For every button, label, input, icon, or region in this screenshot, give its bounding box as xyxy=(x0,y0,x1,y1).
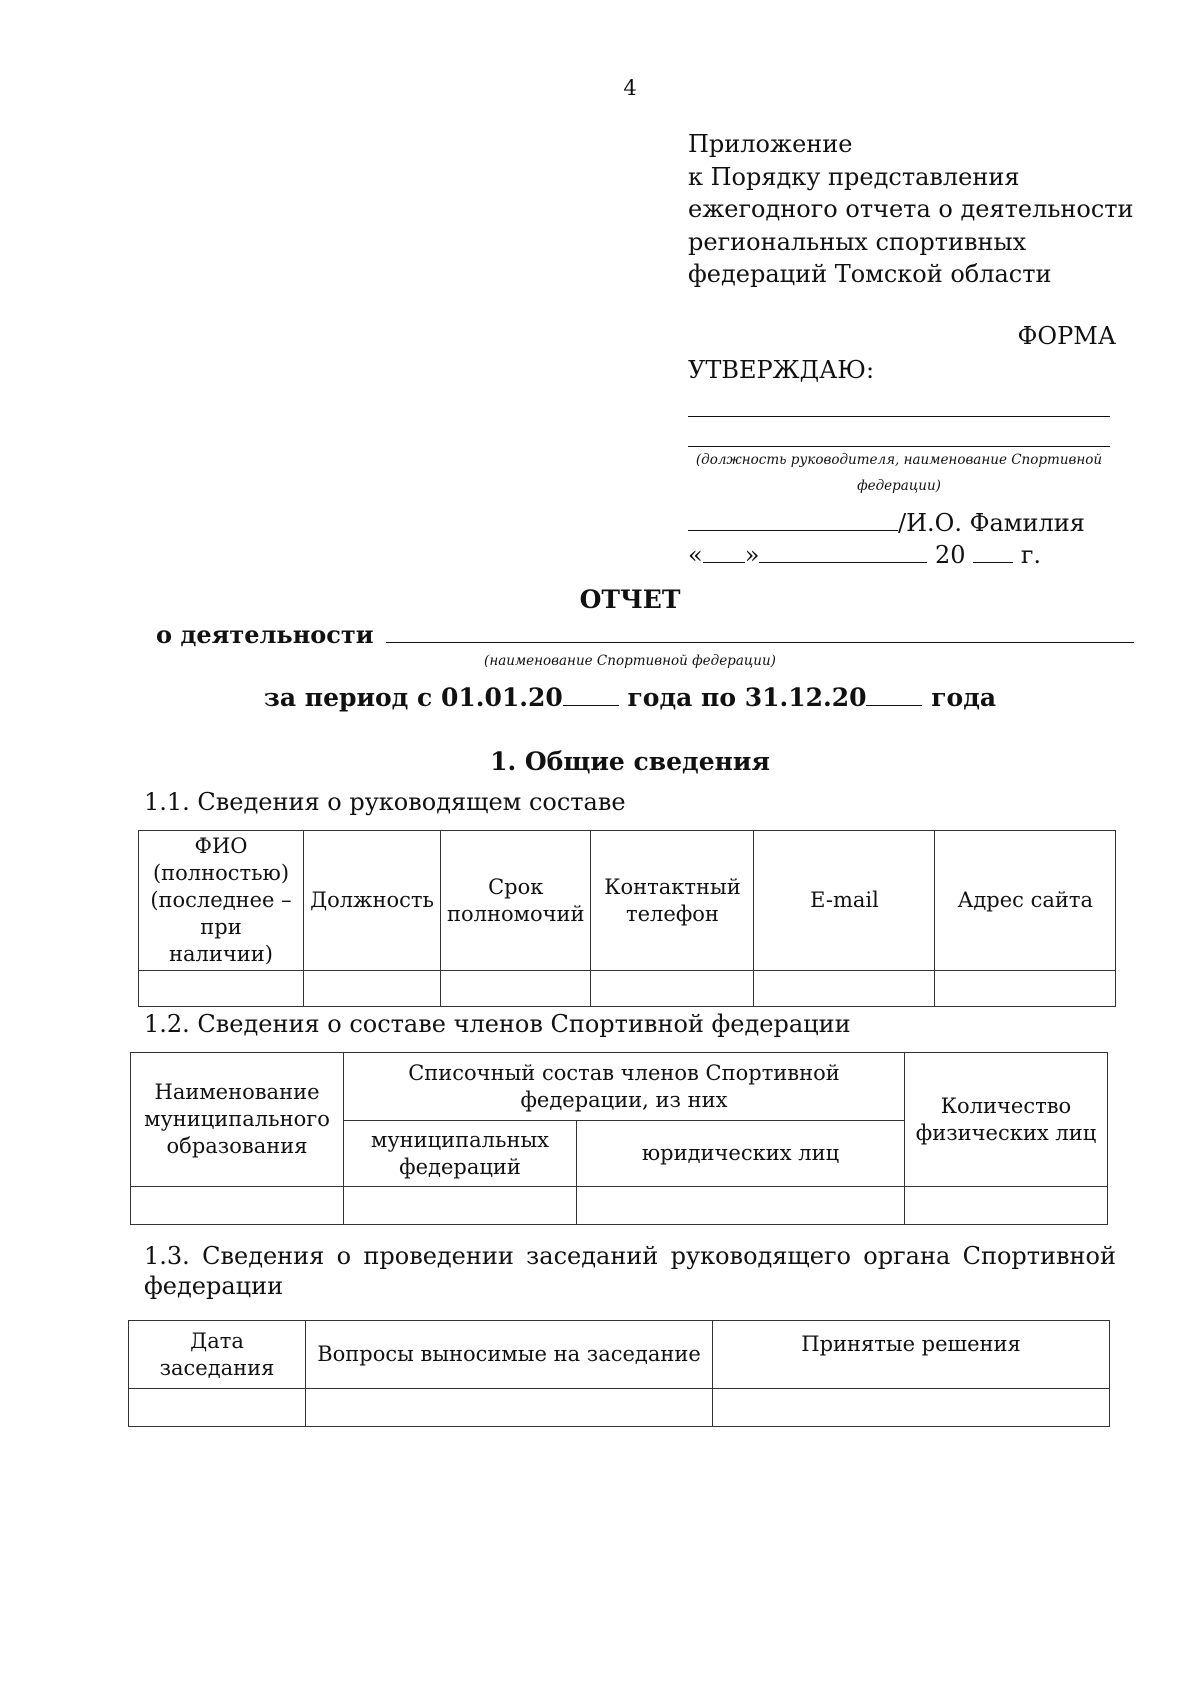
empty-cell[interactable] xyxy=(905,1187,1108,1225)
signature-name: /И.О. Фамилия xyxy=(898,509,1085,537)
subsection-1-2-title: 1.2. Сведения о составе членов Спортивной федерации xyxy=(144,1010,851,1038)
empty-cell[interactable] xyxy=(754,971,935,1007)
period-end: года xyxy=(931,683,997,712)
federation-name-line xyxy=(386,620,1134,643)
section-1-title: 1. Общие сведения xyxy=(490,747,770,776)
header-email: E-mail xyxy=(754,831,935,971)
empty-cell[interactable] xyxy=(344,1187,577,1225)
signature-line xyxy=(688,508,898,531)
empty-cell[interactable] xyxy=(591,971,754,1007)
day-line xyxy=(703,540,745,563)
end-year-line xyxy=(866,683,922,706)
header-website: Адрес сайта xyxy=(935,831,1116,971)
position-caption-line-1: (должность руководителя, наименование Спортивной xyxy=(695,452,1103,468)
table-header-row xyxy=(131,1053,1108,1121)
position-line-1 xyxy=(688,416,1110,417)
table-row xyxy=(131,1187,1108,1225)
report-title: ОТЧЕТ xyxy=(579,585,681,614)
header-legal-entities: юридических лиц xyxy=(577,1121,905,1187)
approval-title: УТВЕРЖДАЮ: xyxy=(688,356,875,384)
date-close-quote: » xyxy=(744,541,760,569)
empty-cell[interactable] xyxy=(441,971,591,1007)
empty-cell[interactable] xyxy=(131,1187,344,1225)
year-line xyxy=(973,540,1013,563)
table-row xyxy=(139,971,1116,1007)
meetings-table xyxy=(128,1320,1110,1427)
appendix-line: региональных спортивных xyxy=(688,227,1027,256)
period-from: за период с 01.01.20 xyxy=(263,683,563,712)
table-row xyxy=(129,1389,1110,1427)
header-individuals: Количество физических лиц xyxy=(905,1053,1108,1187)
approval-date-row xyxy=(688,540,1041,569)
report-period xyxy=(0,683,1200,712)
period-middle: года по 31.12.20 xyxy=(627,683,867,712)
form-label: ФОРМА xyxy=(1017,322,1116,350)
header-meeting-date: Дата заседания xyxy=(129,1321,306,1389)
header-municipality: Наименование муниципального образования xyxy=(131,1053,344,1187)
start-year-line xyxy=(563,683,619,706)
position-caption-line-2: федерации) xyxy=(857,478,941,494)
subsection-1-1-title: 1.1. Сведения о руководящем составе xyxy=(144,788,626,816)
appendix-line: к Порядку представления xyxy=(688,162,1020,191)
membership-table xyxy=(130,1052,1108,1225)
appendix-line: федераций Томской области xyxy=(688,260,1052,288)
year-prefix: 20 xyxy=(935,541,966,569)
empty-cell[interactable] xyxy=(713,1389,1110,1427)
header-term: Срок полномочий xyxy=(441,831,591,971)
signature-row xyxy=(688,508,1085,537)
empty-cell[interactable] xyxy=(577,1187,905,1225)
empty-cell[interactable] xyxy=(129,1389,306,1427)
month-line xyxy=(759,540,927,563)
header-full-name: ФИО (полностью) (последнее – при наличии) xyxy=(139,831,304,971)
empty-cell[interactable] xyxy=(139,971,304,1007)
table-header-row xyxy=(129,1321,1110,1389)
activity-prefix: о деятельности xyxy=(156,620,374,649)
page-number: 4 xyxy=(623,76,637,100)
header-municipal-federations: муниципальных федераций xyxy=(344,1121,577,1187)
appendix-line: ежегодного отчета о деятельности xyxy=(688,195,1134,223)
header-list-group: Списочный состав членов Спортивной федерации, из них xyxy=(344,1053,905,1121)
appendix-block xyxy=(688,128,1134,291)
appendix-line: Приложение xyxy=(688,130,853,158)
empty-cell[interactable] xyxy=(935,971,1116,1007)
empty-cell[interactable] xyxy=(306,1389,713,1427)
federation-name-caption: (наименование Спортивной федерации) xyxy=(484,653,776,669)
position-caption xyxy=(688,452,1110,494)
header-agenda: Вопросы выносимые на заседание xyxy=(306,1321,713,1389)
activity-row xyxy=(156,620,1134,649)
empty-cell[interactable] xyxy=(304,971,441,1007)
header-phone: Контактный телефон xyxy=(591,831,754,971)
header-position: Должность xyxy=(304,831,441,971)
leadership-table xyxy=(138,830,1116,1007)
year-suffix: г. xyxy=(1020,541,1042,569)
header-decisions: Принятые решения xyxy=(713,1321,1110,1389)
subsection-1-3-title: 1.3. Сведения о проведении заседаний руководящего органа Спортивной xyxy=(144,1242,1116,1270)
subsection-1-3-title-cont: федерации xyxy=(144,1272,284,1300)
position-line-2 xyxy=(688,446,1110,447)
table-header-row xyxy=(139,831,1116,971)
date-open-quote: « xyxy=(688,541,703,569)
